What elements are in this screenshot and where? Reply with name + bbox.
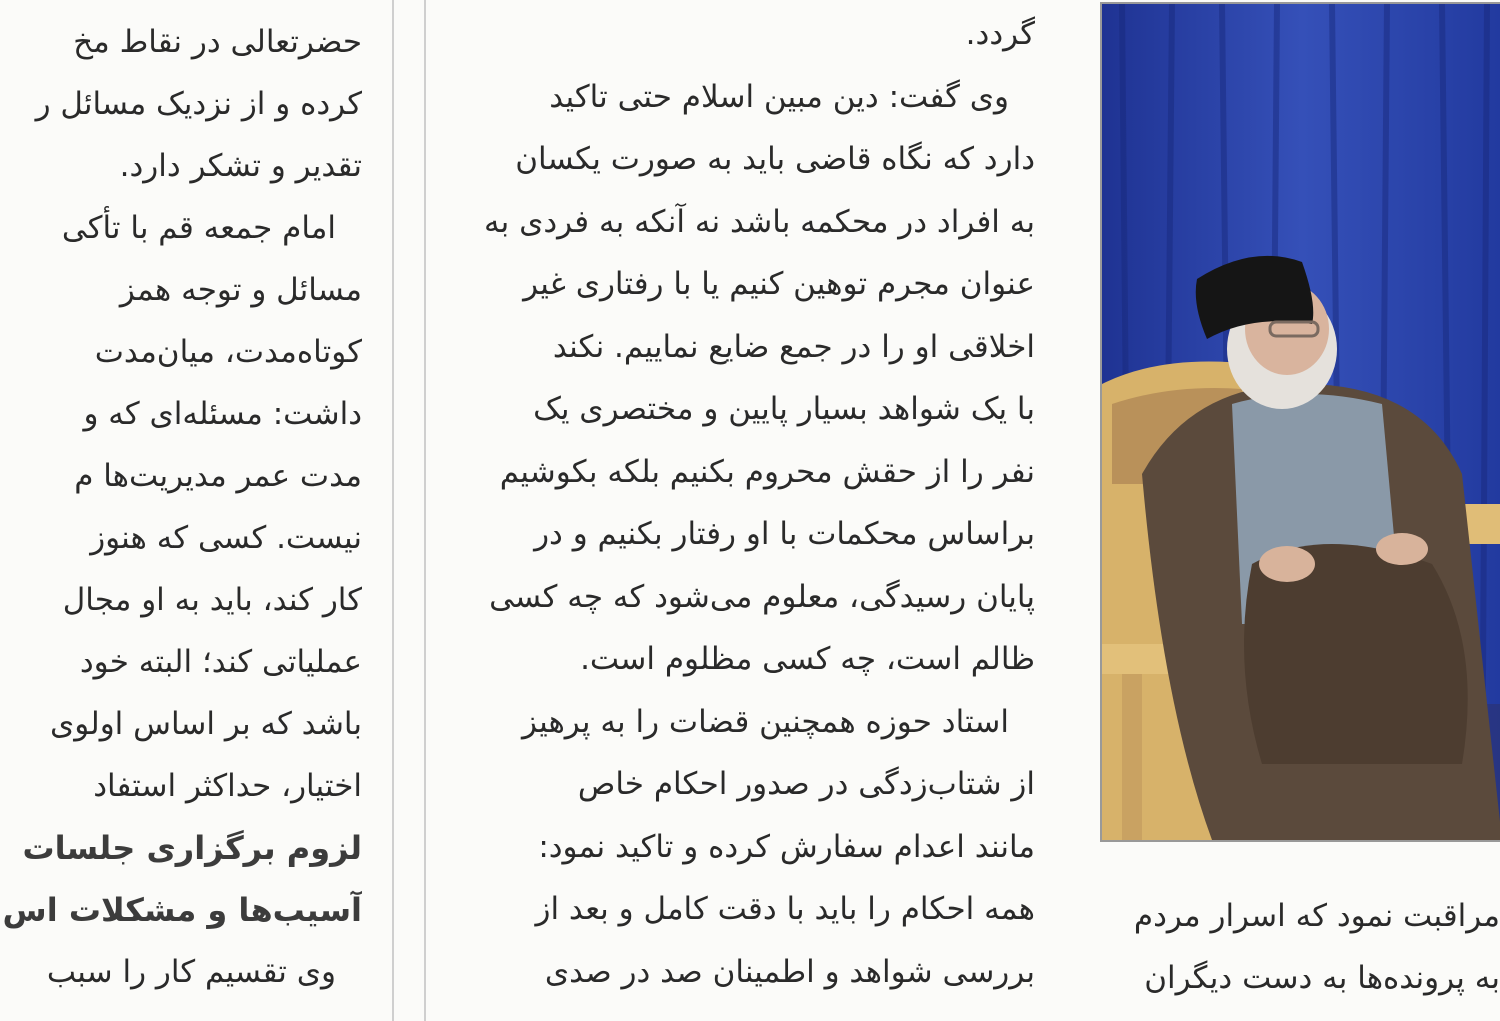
paragraph-line: به افراد در محکمه باشد نه آنکه به فردی به [484, 203, 1035, 240]
paragraph-line: بررسی شواهد و اطمینان صد در صدی [544, 953, 1035, 990]
column-divider [424, 0, 426, 1021]
paragraph-line: مدت عمر مدیریت‌ها م [74, 458, 362, 494]
paragraph-line: براساس محکمات با او رفتار بکنیم و در [534, 516, 1035, 552]
paragraph-line: کوتاه‌مدت، میان‌مدت [94, 334, 362, 370]
paragraph-line: با یک شواهد بسیار پایین و مختصری یک [533, 391, 1035, 427]
paragraph-line: مراقبت نمود که اسرار مردم [1133, 898, 1500, 934]
paragraph-line: کار کند، باید به او مجال [62, 582, 362, 618]
paragraph-line: وی تقسیم کار را سبب [46, 954, 336, 990]
column-divider [392, 0, 394, 1021]
paragraph-line: ظالم است، چه کسی مظلوم است. [580, 641, 1035, 677]
paragraph-line: نیست. کسی که هنوز [90, 520, 362, 556]
paragraph-line: از شتاب‌زدگی در صدور احکام خاص [577, 766, 1035, 802]
paragraph-line: دارد که نگاه قاضی باید به صورت یکسان [515, 141, 1035, 177]
paragraph-line: به پرونده‌ها به دست دیگران [1144, 960, 1500, 996]
paragraph-line: کرده و از نزدیک مسائل ر [35, 86, 362, 122]
paragraph-line: نفر را از حقش محروم بکنیم بلکه بکوشیم [499, 453, 1035, 490]
paragraph-line: باشد که بر اساس اولوی [49, 706, 362, 742]
paragraph-line: اختیار، حداکثر استفاد [93, 768, 362, 804]
paragraph-line: عنوان مجرم توهین کنیم یا با رفتاری غیر [523, 266, 1035, 302]
paragraph-line: اخلاقی او را در جمع ضایع نماییم. نکند [552, 328, 1035, 365]
portrait-photo [1100, 2, 1500, 842]
paragraph-line: استاد حوزه همچنین قضات را به پرهیز [522, 703, 1009, 740]
paragraph-line: وی گفت: دین مبین اسلام حتی تاکید [549, 78, 1009, 115]
paragraph-line: همه احکام را باید با دقت کامل و بعد از [535, 891, 1035, 927]
section-heading-line: آسیب‌ها و مشکلات اس [2, 891, 362, 929]
paragraph-line: پایان رسیدگی، معلوم می‌شود که چه کسی [489, 578, 1035, 615]
section-heading-line: لزوم برگزاری جلسات [22, 829, 362, 867]
paragraph-line: گردد. [965, 16, 1035, 52]
paragraph-line: مانند اعدام سفارش کرده و تاکید نمود: [538, 828, 1035, 865]
text-column-left [0, 0, 362, 1021]
paragraph-line: امام جمعه قم با تأکی [61, 210, 336, 246]
paragraph-line: داشت: مسئله‌ای که و [83, 396, 362, 432]
paragraph-line: عملیاتی کند؛ البته خود [79, 644, 362, 680]
text-column-middle [450, 0, 1035, 1021]
paragraph-line: حضرتعالی در نقاط مخ [73, 24, 362, 60]
paragraph-line: مسائل و توجه همز [119, 272, 362, 308]
paragraph-line: تقدیر و تشکر دارد. [119, 148, 362, 184]
